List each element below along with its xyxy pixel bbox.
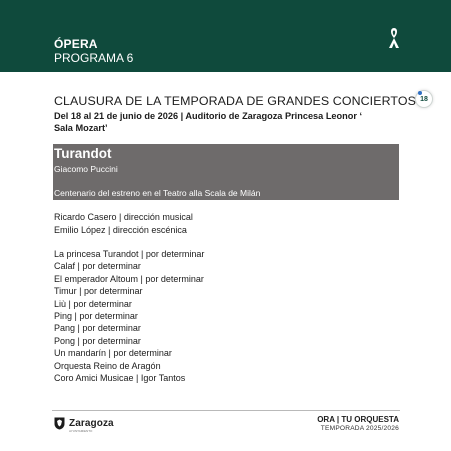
logo-text: Zaragoza [69, 418, 114, 429]
awareness-ribbon-icon [385, 26, 403, 50]
event-subtitle: Del 18 al 21 de junio de 2026 | Auditorio de Zaragoza Princesa Leonor ‘ Sala Mozart’ [54, 111, 363, 133]
section-label: ÓPERA [54, 37, 98, 51]
city-shield-icon [54, 417, 65, 430]
credit-item: Emilio López | dirección escénica [54, 224, 187, 235]
badge-dot [418, 91, 422, 95]
credit-item: Ricardo Casero | dirección musical [54, 212, 193, 222]
season-label: TEMPORADA 2025/2026 [320, 425, 399, 432]
badge-value: 18 [420, 95, 428, 103]
cast-item: Timur | por determinar [54, 286, 143, 297]
work-note: Centenario del estreno en el Teatro alla Scala de Milán [54, 188, 261, 198]
cast-item: Coro Amici Musicae | Igor Tantos [54, 373, 186, 384]
header-banner [0, 0, 451, 72]
cast-item: Calaf | por determinar [54, 261, 141, 272]
program-label: PROGRAMA 6 [54, 51, 134, 65]
cast-item: El emperador Altoum | por determinar [54, 273, 204, 284]
cast-item: La princesa Turandot | por determinar [54, 249, 205, 259]
logo-subtext: AYUNTAMIENTO [69, 429, 93, 433]
work-composer: Giacomo Puccini [54, 164, 118, 174]
orchestra-name: ORA | TU ORQUESTA [317, 415, 399, 424]
cast-list [54, 248, 204, 384]
cast-item: Orquesta Reino de Aragón [54, 360, 161, 371]
footer-divider [52, 410, 400, 411]
cast-item: Liù | por determinar [54, 298, 132, 309]
credits-list [54, 211, 193, 236]
cast-item: Pang | por determinar [54, 323, 141, 334]
cast-item: Ping | por determinar [54, 311, 138, 322]
work-title: Turandot [54, 146, 112, 161]
cast-item: Pong | por determinar [54, 335, 141, 346]
cast-item: Un mandarín | por determinar [54, 348, 172, 359]
event-title: CLAUSURA DE LA TEMPORADA DE GRANDES CONCIERTOS [54, 94, 416, 108]
